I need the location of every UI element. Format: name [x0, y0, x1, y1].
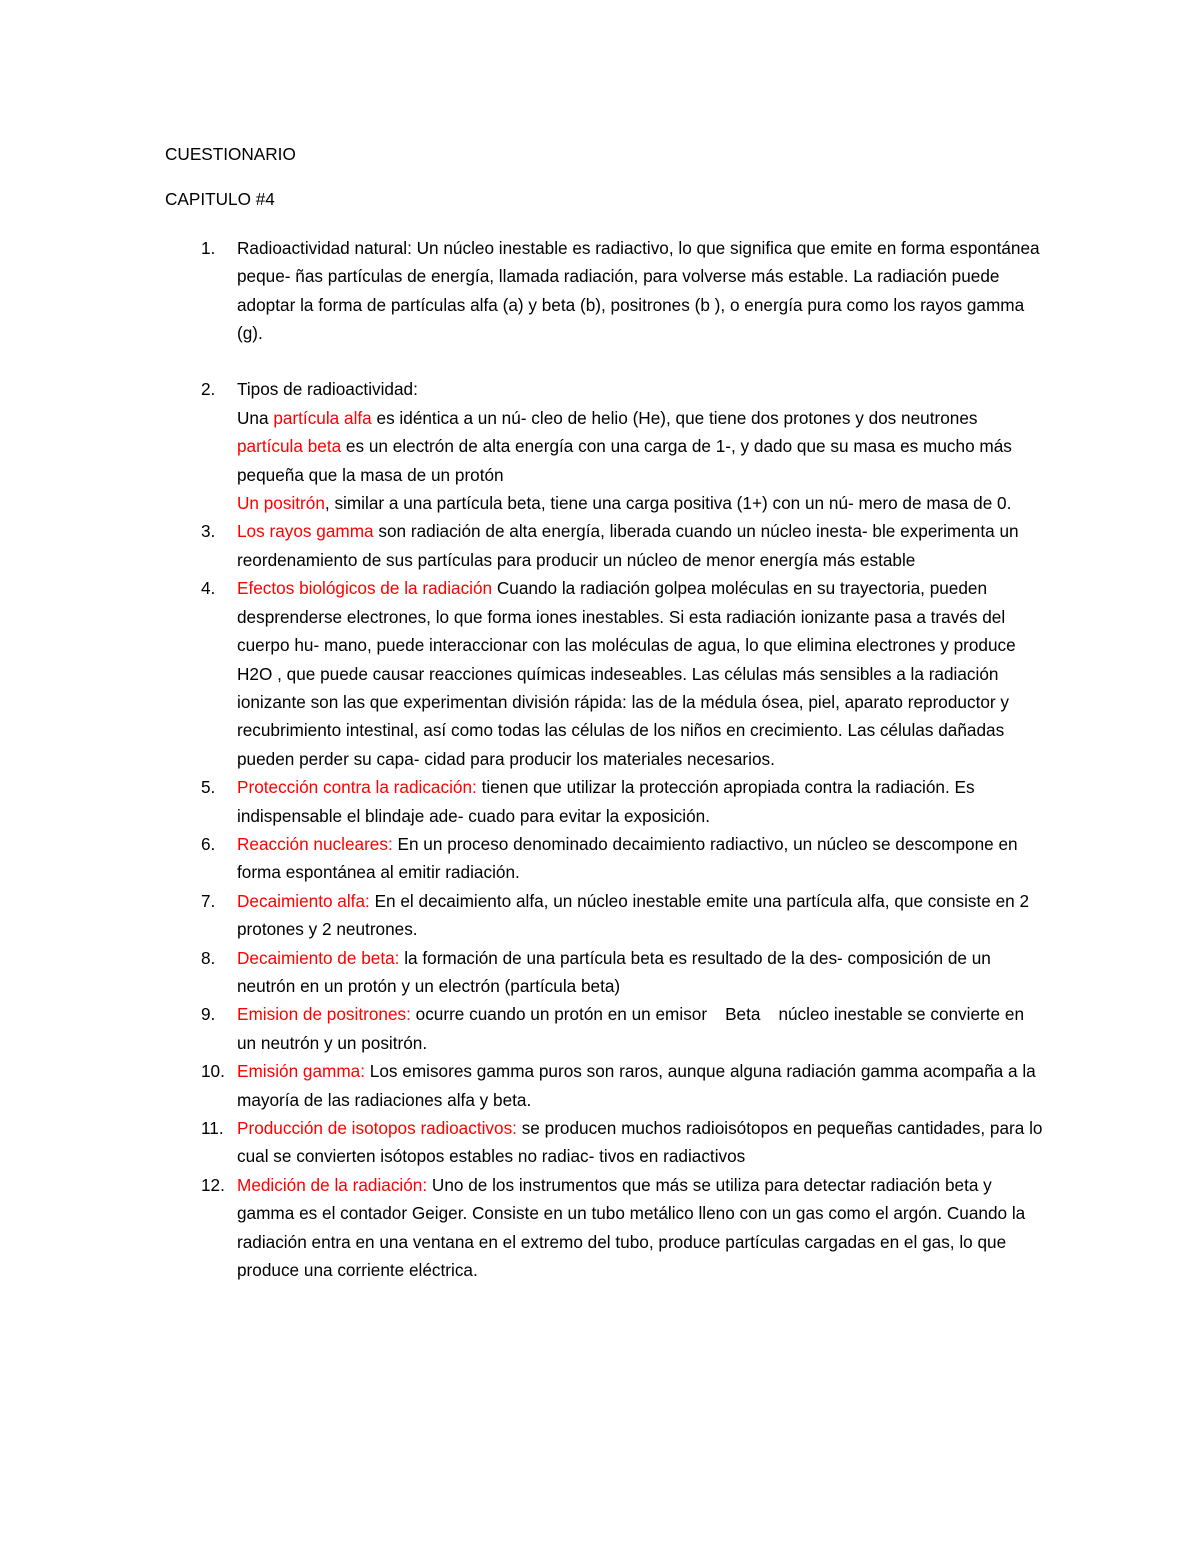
item-text: se producen muchos radioisótopos en pequeñas cantidades, para lo cual se convierten isótopos estables no radiac- tivos en radiactivos [237, 1118, 1043, 1167]
item-number: 2. [201, 379, 216, 400]
item-text: Cuando la radiación golpea moléculas en su trayectoria, pueden desprenderse electrones, lo que forma iones inestables. Si esta radiación ionizante pasa a través del cuerpo hu- mano, puede interaccionar con las moléculas de agua, lo que elimina electrones y produce H2O , que puede causar reacciones químicas indeseables. Las células más sensibles a la radiación ionizante son las que experimentan división rápida: las de la médula ósea, piel, aparato reproductor y recubrimiento intestinal, así como todas las células de los niños en crecimiento. Las células dañadas pueden perder su capa- cidad para producir los materiales necesarios. [237, 578, 1016, 769]
item-number: 10. [201, 1061, 225, 1082]
item-text: son radiación de alta energía, liberada cuando un núcleo inesta- ble experimenta un reordenamiento de sus partículas para producir un núcleo de menor energía más estable [237, 521, 1019, 570]
subline-lead: Una [237, 407, 274, 428]
item-text: la formación de una partícula beta es resultado de la des- composición de un neutrón en un protón y un electrón (partícula beta) [237, 947, 991, 996]
list-item [165, 574, 1045, 773]
item-body [237, 1057, 1047, 1114]
item-body [237, 1171, 1047, 1285]
chapter-heading: CAPITULO #4 [165, 189, 275, 210]
list-item [165, 234, 1045, 348]
item-text-a: ocurre cuando un protón en un emisor [410, 1004, 708, 1025]
list-item [165, 1114, 1045, 1171]
item-subline [237, 432, 1047, 489]
item-number: 5. [201, 777, 216, 798]
subline-text: es un electrón de alta energía con una carga de 1-, y dado que su masa es mucho más pequeña que la masa de un protón [237, 436, 1012, 485]
item-text: En el decaimiento alfa, un núcleo inestable emite una partícula alfa, que consiste en 2 protones y 2 neutrones. [237, 890, 1030, 940]
item-body [237, 1000, 1047, 1057]
item-body [237, 944, 1047, 1001]
item-body [237, 773, 1047, 830]
highlighted-term: Efectos biológicos de la radiación [237, 578, 493, 599]
list-item [165, 773, 1045, 830]
item-body [237, 574, 1047, 773]
highlighted-term: Un positrón [237, 493, 325, 514]
item-number: 1. [201, 237, 216, 258]
list-item [165, 517, 1045, 574]
highlighted-term: Producción de isotopos radioactivos: [237, 1118, 517, 1138]
item-text-c: núcleo inestable se convierte en un neutrón y un positrón. [237, 1004, 1024, 1053]
item-subline [237, 489, 1047, 517]
list-item [165, 1057, 1045, 1114]
item-number: 11. [201, 1118, 224, 1138]
highlighted-term: Medición de la radiación: [237, 1174, 428, 1195]
item-text-b: Beta [725, 1004, 761, 1025]
subline-text: es idéntica a un nú- cleo de helio (He), que tiene dos protones y dos neutrones [371, 407, 978, 428]
item-body [237, 517, 1047, 574]
document-body [165, 140, 1045, 1284]
highlighted-term: Decaimiento alfa: [237, 890, 370, 911]
item-text: Radioactividad natural: Un núcleo inestable es radiactivo, lo que significa que emite en forma espontánea peque- ñas partículas de energía, llamada radiación, para volverse más estable. La radiación puede adoptar la forma de partículas alfa (a) y beta (b), positrones (b ), o energía pura como los rayos gamma (g). [237, 237, 1040, 344]
list-item [165, 375, 1045, 517]
item-number: 3. [201, 521, 216, 542]
highlighted-term: Emision de positrones: [237, 1004, 411, 1025]
list-item [165, 887, 1045, 944]
item-body [237, 830, 1047, 887]
subline-text: , similar a una partícula beta, tiene una carga positiva (1+) con un nú- mero de masa de 0. [324, 493, 1012, 514]
item-number: 7. [201, 890, 216, 911]
item-body [237, 887, 1047, 944]
highlighted-term: partícula alfa [273, 407, 372, 428]
item-number: 8. [201, 947, 216, 968]
item-number: 12. [201, 1174, 225, 1195]
item-heading: Tipos de radioactividad: [237, 379, 418, 400]
item-number: 6. [201, 833, 216, 854]
item-body [237, 1114, 1047, 1171]
question-list [165, 234, 1045, 1285]
list-item [165, 1000, 1045, 1057]
document-title: CUESTIONARIO [165, 144, 296, 164]
highlighted-term: Protección contra la radicación: [237, 777, 477, 798]
item-number: 9. [201, 1004, 216, 1025]
highlighted-term: partícula beta [237, 436, 342, 457]
list-item [165, 830, 1045, 887]
list-item [165, 944, 1045, 1001]
highlighted-term: Los rayos gamma [237, 521, 374, 542]
highlighted-term: Reacción nucleares: [237, 833, 393, 854]
highlighted-term: Emisión gamma: [237, 1061, 365, 1082]
item-subline [237, 404, 1047, 432]
item-text: Uno de los instrumentos que más se utiliza para detectar radiación beta y gamma es el contador Geiger. Consiste en un tubo metálico lleno con un gas como el argón. Cuando la radiación entra en una ventana en el extremo del tubo, produce partículas cargadas en el gas, lo que produce una corriente eléctrica. [237, 1174, 1026, 1281]
item-text: tienen que utilizar la protección apropiada contra la radiación. Es indispensable el blindaje ade- cuado para evitar la exposición. [237, 777, 975, 826]
list-item [165, 1171, 1045, 1285]
item-text: Los emisores gamma puros son raros, aunque alguna radiación gamma acompaña a la mayoría de las radiaciones alfa y beta. [237, 1061, 1036, 1110]
item-text: En un proceso denominado decaimiento radiactivo, un núcleo se descompone en forma espontánea al emitir radiación. [237, 833, 1018, 883]
item-number: 4. [201, 578, 216, 599]
item-body [237, 375, 1047, 517]
highlighted-term: Decaimiento de beta: [237, 947, 400, 968]
